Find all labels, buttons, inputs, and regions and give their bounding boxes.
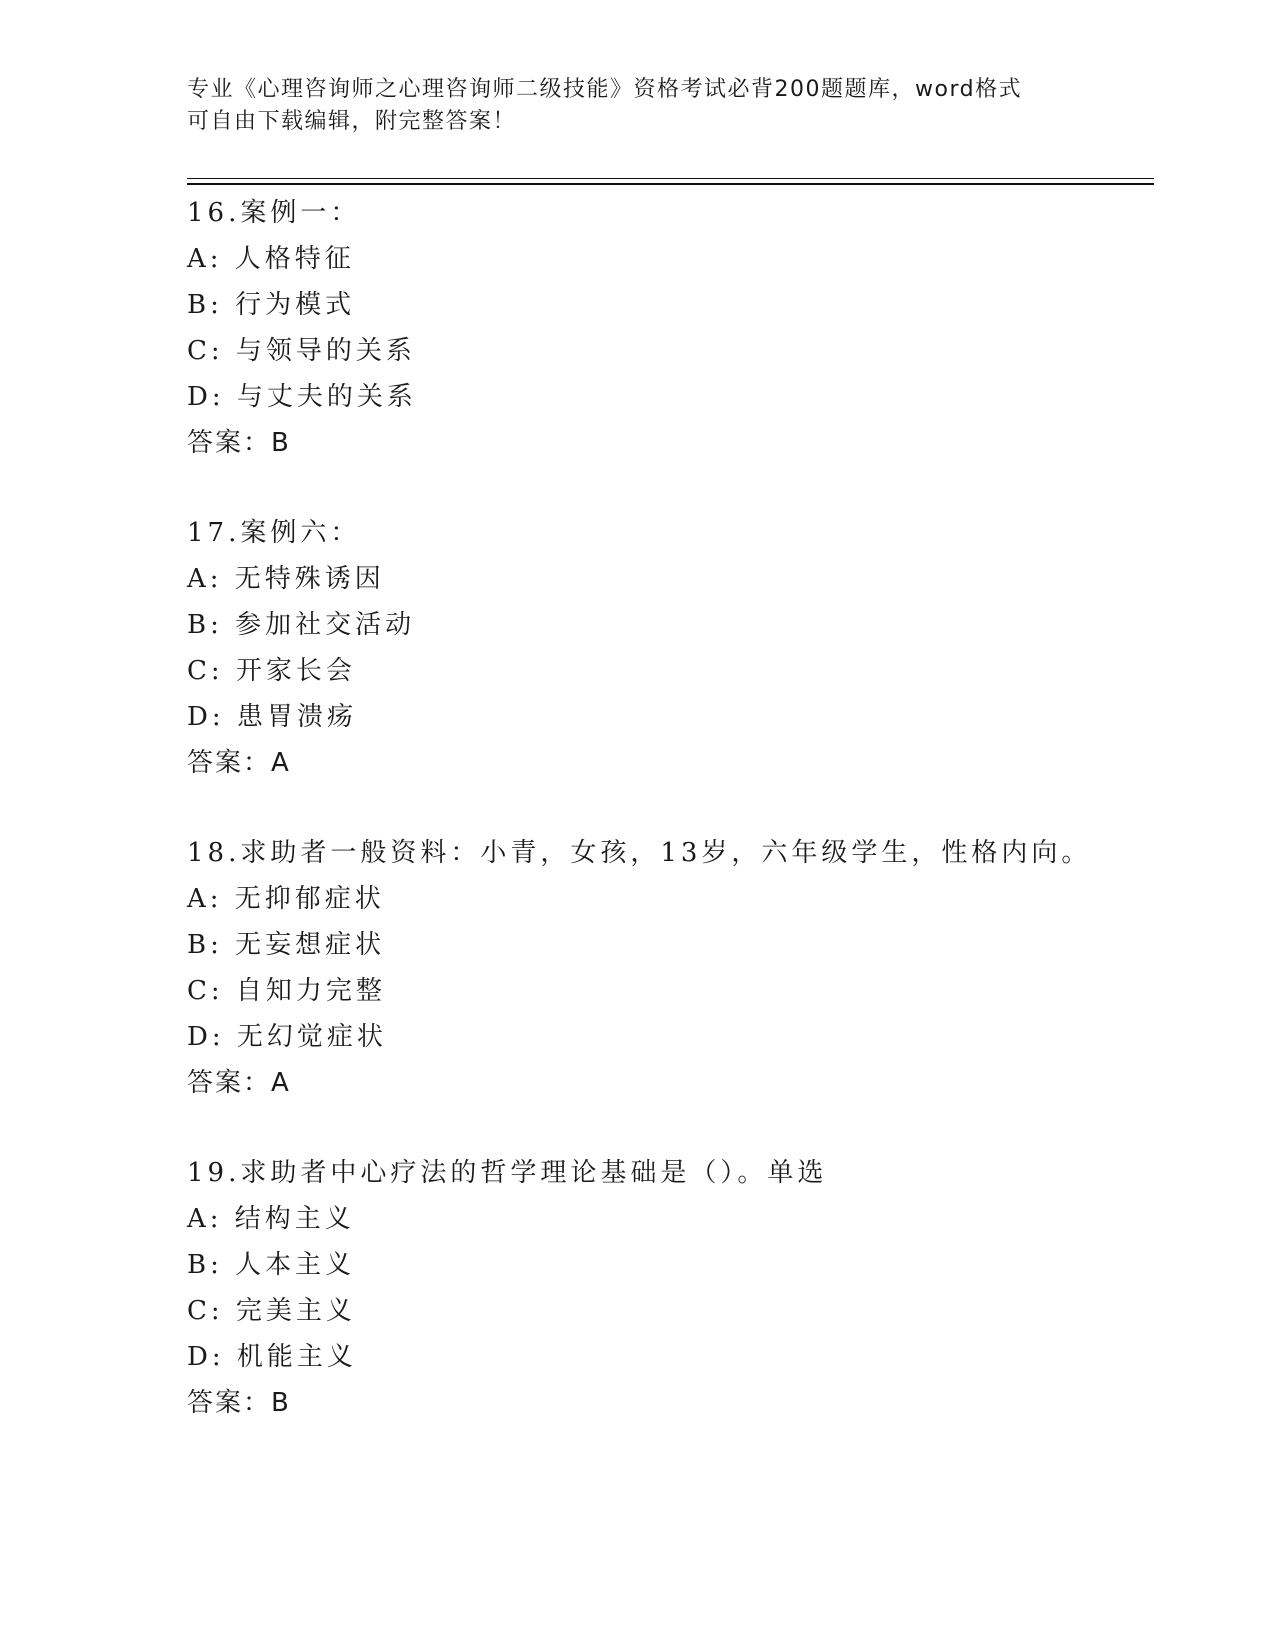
document-header xyxy=(187,74,1067,138)
question-17 xyxy=(187,510,1137,786)
question-18 xyxy=(187,830,1137,1106)
option-d: D: 机能主义 xyxy=(187,1342,357,1372)
option-d: D: 与丈夫的关系 xyxy=(187,382,417,412)
header-divider-thick xyxy=(187,183,1154,185)
option-b: B: 行为模式 xyxy=(187,290,356,320)
answer-line: 答案：A xyxy=(187,1068,291,1098)
header-divider-thin xyxy=(187,178,1154,179)
header-line-2: 可自由下载编辑，附完整答案！ xyxy=(187,109,517,134)
option-c: C: 自知力完整 xyxy=(187,976,386,1006)
option-c: C: 完美主义 xyxy=(187,1296,356,1326)
option-a: A: 无抑郁症状 xyxy=(187,884,385,914)
question-list xyxy=(187,190,1137,1470)
option-c: C: 开家长会 xyxy=(187,656,356,686)
question-stem: 17.案例六： xyxy=(187,518,361,548)
question-19 xyxy=(187,1150,1137,1426)
option-d: D: 患胃溃疡 xyxy=(187,702,357,732)
option-a: A: 人格特征 xyxy=(187,244,355,274)
header-line-1: 专业《心理咨询师之心理咨询师二级技能》资格考试必背200题题库，word格式 xyxy=(187,77,1023,102)
option-a: A: 无特殊诱因 xyxy=(187,564,385,594)
answer-line: 答案：B xyxy=(187,1388,291,1418)
option-d: D: 无幻觉症状 xyxy=(187,1022,387,1052)
option-b: B: 人本主义 xyxy=(187,1250,356,1280)
question-stem: 19.求助者中心疗法的哲学理论基础是（）。单选 xyxy=(187,1158,828,1188)
question-stem: 18.求助者一般资料：小青，女孩，13岁，六年级学生，性格内向。 xyxy=(187,838,1092,868)
option-c: C: 与领导的关系 xyxy=(187,336,416,366)
answer-line: 答案：A xyxy=(187,748,291,778)
option-a: A: 结构主义 xyxy=(187,1204,355,1234)
question-16 xyxy=(187,190,1137,466)
option-b: B: 参加社交活动 xyxy=(187,610,416,640)
option-b: B: 无妄想症状 xyxy=(187,930,386,960)
question-stem: 16.案例一： xyxy=(187,198,361,228)
answer-line: 答案：B xyxy=(187,428,291,458)
